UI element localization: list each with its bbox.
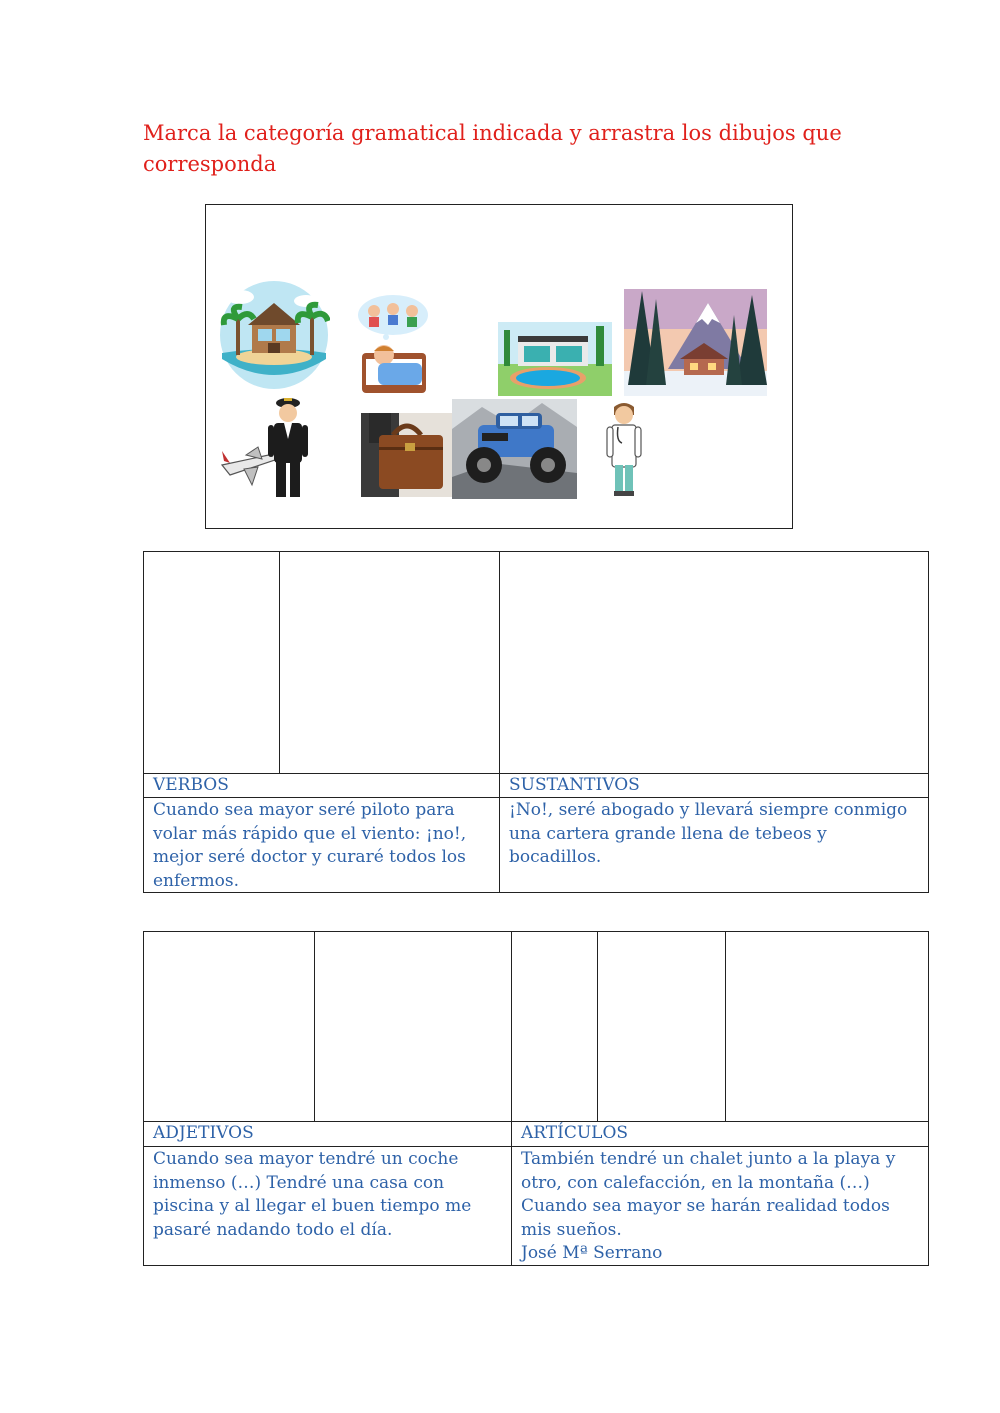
header-sustantivos[interactable]: SUSTANTIVOS bbox=[509, 775, 640, 795]
drop-zone-articulos-3[interactable] bbox=[726, 932, 929, 1121]
text-articulos: También tendré un chalet junto a la playa y otro, con calefacción, en la montaña (…) Cuando sea mayor se harán realidad todos mis sueños. bbox=[521, 1149, 896, 1240]
author-name: José Mª Serrano bbox=[521, 1243, 663, 1263]
drop-zone-articulos-1[interactable] bbox=[512, 932, 598, 1121]
table-adjetivos-articulos bbox=[143, 931, 929, 1266]
mountain-cabin-image[interactable] bbox=[624, 289, 767, 396]
briefcase-image[interactable] bbox=[361, 413, 453, 497]
instruction-text: Marca la categoría gramatical indicada y arrastra los dibujos que corresponda bbox=[143, 121, 842, 176]
doctor-image[interactable] bbox=[604, 401, 644, 497]
drop-zone-articulos-2[interactable] bbox=[598, 932, 726, 1121]
pool-house-image[interactable] bbox=[498, 322, 612, 396]
text-adjetivos: Cuando sea mayor tendré un coche inmenso (…) Tendré una casa con piscina y al llegar el buen tiempo me pasaré nadando todo el día. bbox=[153, 1149, 472, 1240]
text-verbos: Cuando sea mayor seré piloto para volar más rápido que el viento: ¡no!, mejor seré doctor y curaré todos los enfermos. bbox=[153, 800, 467, 891]
table-verbos-sustantivos bbox=[143, 551, 929, 893]
dreaming-child-image[interactable] bbox=[356, 293, 430, 397]
drop-zone-adjetivos-1[interactable] bbox=[144, 932, 315, 1121]
header-articulos[interactable]: ARTÍCULOS bbox=[521, 1123, 629, 1143]
drop-zone-verbos-2[interactable] bbox=[280, 552, 500, 773]
text-sustantivos: ¡No!, seré abogado y llevará siempre conmigo una cartera grande llena de tebeos y bocadillos. bbox=[509, 800, 908, 867]
drop-zone-adjetivos-2[interactable] bbox=[315, 932, 512, 1121]
monster-truck-image[interactable] bbox=[452, 399, 577, 499]
beach-house-image[interactable] bbox=[218, 279, 330, 391]
picture-bank bbox=[205, 204, 793, 529]
drop-zone-verbos-1[interactable] bbox=[144, 552, 280, 773]
header-verbos[interactable]: VERBOS bbox=[153, 775, 229, 795]
pilot-image[interactable] bbox=[220, 395, 312, 499]
header-adjetivos[interactable]: ADJETIVOS bbox=[153, 1123, 254, 1143]
drop-zone-sustantivos[interactable] bbox=[500, 552, 929, 773]
